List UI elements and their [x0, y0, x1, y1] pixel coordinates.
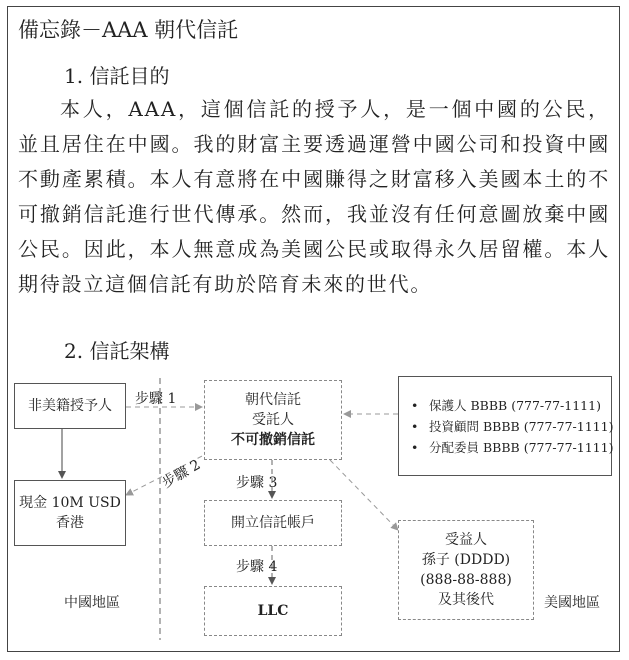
role-investment-advisor: 投資顧問 BBBB (777-77-1111) — [429, 418, 614, 434]
section-heading-structure: 2. 信託架構 — [64, 339, 170, 363]
trust-account-box — [204, 500, 342, 546]
beneficiary-descendants: 及其後代 — [438, 592, 494, 608]
roles-box — [398, 376, 612, 476]
beneficiary-id: (888-88-888) — [420, 572, 512, 588]
llc-label: LLC — [257, 603, 289, 619]
list-item: • 分配委員 BBBB (777-77-1111) — [411, 439, 614, 455]
role-protector: 保護人 BBBB (777-77-1111) — [429, 397, 601, 413]
step4-label: 步驟 4 — [236, 559, 278, 575]
beneficiary-box — [398, 520, 534, 620]
step1-label: 步驟 1 — [135, 391, 177, 407]
purpose-paragraph: 本人，AAA，這個信託的授予人，是一個中國的公民，並且居住在中國。我的財富主要透過運營中國公司和投資中國不動產累積。本人有意將在中國賺得之財富移入美國本土的不可撤銷信託進行世代傳承。然而，我並沒有任何意圖放棄中國公民。因此，本人無意成為美國公民或取得永久居留權。本人期待設立這個信託有助於陪育未來的世代。 — [18, 97, 610, 296]
beneficiary-name: 孫子 (DDDD) — [421, 552, 511, 568]
cash-location: 香港 — [56, 515, 84, 531]
cash-amount: 現金 10M USD — [19, 495, 121, 511]
list-item: • 保護人 BBBB (777-77-1111) — [411, 397, 601, 413]
region-label-china: 中國地區 — [64, 595, 120, 611]
trust-trustee: 受託人 — [252, 412, 294, 428]
trust-name: 朝代信託 — [245, 392, 301, 408]
trust-box — [204, 380, 342, 460]
region-label-usa: 美國地區 — [544, 595, 600, 611]
trust-account-label: 開立信託帳戶 — [231, 515, 315, 531]
role-distribution-committee: 分配委員 BBBB (777-77-1111) — [429, 439, 614, 455]
list-item: • 投資顧問 BBBB (777-77-1111) — [411, 418, 614, 434]
cash-box — [14, 480, 126, 546]
step2-label: 步驟 2 — [159, 456, 204, 492]
grantor-box — [14, 383, 126, 429]
grantor-label: 非美籍授予人 — [28, 398, 112, 414]
trust-type: 不可撤銷信託 — [231, 432, 315, 448]
memo-title: 備忘錄－AAA 朝代信託 — [18, 18, 239, 42]
llc-box — [204, 586, 342, 636]
beneficiary-title: 受益人 — [445, 532, 487, 548]
section-heading-purpose: 1. 信託目的 — [64, 64, 170, 88]
roles-list — [411, 395, 613, 458]
step3-label: 步驟 3 — [236, 475, 278, 491]
